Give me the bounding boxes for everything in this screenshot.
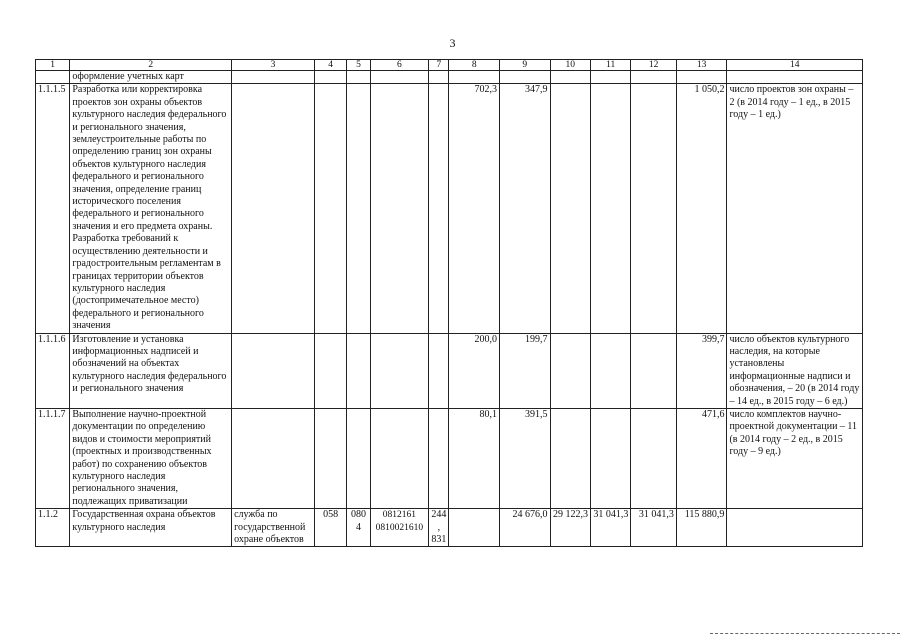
row-value-col11 <box>590 71 630 84</box>
column-header: 13 <box>676 60 727 71</box>
row-value-col12: 31 041,3 <box>631 509 676 547</box>
row-admin-code: 058 <box>315 509 347 547</box>
row-target-code <box>370 84 429 333</box>
row-section-code <box>347 84 370 333</box>
row-value-col10 <box>550 71 590 84</box>
row-value-col8 <box>449 71 500 84</box>
table-row <box>36 509 863 547</box>
column-header: 7 <box>429 60 449 71</box>
row-expense-type <box>429 333 449 408</box>
table-row <box>36 71 863 84</box>
row-executor <box>232 408 315 508</box>
row-expense-type: 244, 831 <box>429 509 449 547</box>
row-section-code <box>347 408 370 508</box>
row-value-col11: 31 041,3 <box>590 509 630 547</box>
column-header: 10 <box>550 60 590 71</box>
row-value-col10 <box>550 84 590 333</box>
column-header: 11 <box>590 60 630 71</box>
row-name: Изготовление и установка информационных надписей и обозначений на объектах культурного наследия федерального и регионального значения <box>70 333 232 408</box>
row-value-col11 <box>590 84 630 333</box>
row-value-col10 <box>550 333 590 408</box>
row-code: 1.1.1.7 <box>36 408 70 508</box>
column-header: 14 <box>727 60 863 71</box>
row-value-col8: 702,3 <box>449 84 500 333</box>
column-header: 3 <box>232 60 315 71</box>
row-admin-code <box>315 84 347 333</box>
row-indicator <box>727 509 863 547</box>
column-header: 9 <box>499 60 550 71</box>
row-total: 1 050,2 <box>676 84 727 333</box>
row-code: 1.1.2 <box>36 509 70 547</box>
row-total: 399,7 <box>676 333 727 408</box>
table-row <box>36 84 863 333</box>
row-admin-code <box>315 408 347 508</box>
row-value-col9: 24 676,0 <box>499 509 550 547</box>
row-name: Выполнение научно-проектной документации по определению видов и стоимости мероприятий (проектных и производственных работ) по сохранению объектов культурного наследия регионального значения, подлежащих приватизации <box>70 408 232 508</box>
column-header: 5 <box>347 60 370 71</box>
row-target-code: 0812161 0810021610 <box>370 509 429 547</box>
page-number: 3 <box>449 36 456 50</box>
column-header: 2 <box>70 60 232 71</box>
row-value-col9: 199,7 <box>499 333 550 408</box>
row-value-col8: 200,0 <box>449 333 500 408</box>
row-expense-type <box>429 84 449 333</box>
row-indicator: число проектов зон охраны – 2 (в 2014 году – 1 ед., в 2015 году – 1 ед.) <box>727 84 863 333</box>
row-code: 1.1.1.6 <box>36 333 70 408</box>
row-value-col12 <box>631 71 676 84</box>
row-section-code: 0804 <box>347 509 370 547</box>
row-value-col10 <box>550 408 590 508</box>
row-executor <box>232 333 315 408</box>
column-header: 12 <box>631 60 676 71</box>
row-executor <box>232 84 315 333</box>
row-executor: служба по государственной охране объектов <box>232 509 315 547</box>
column-header: 4 <box>315 60 347 71</box>
row-name: оформление учетных карт <box>70 71 232 84</box>
row-target-code <box>370 71 429 84</box>
row-code: 1.1.1.5 <box>36 84 70 333</box>
column-header: 1 <box>36 60 70 71</box>
row-value-col8: 80,1 <box>449 408 500 508</box>
row-name: Государственная охрана объектов культурного наследия <box>70 509 232 547</box>
row-value-col10: 29 122,3 <box>550 509 590 547</box>
row-expense-type <box>429 71 449 84</box>
row-section-code <box>347 71 370 84</box>
row-code <box>36 71 70 84</box>
budget-table <box>35 59 863 547</box>
row-executor <box>232 71 315 84</box>
row-value-col9: 391,5 <box>499 408 550 508</box>
row-section-code <box>347 333 370 408</box>
column-header-row <box>36 60 863 71</box>
row-total: 115 880,9 <box>676 509 727 547</box>
row-admin-code <box>315 333 347 408</box>
row-expense-type <box>429 408 449 508</box>
row-value-col11 <box>590 408 630 508</box>
row-target-code <box>370 333 429 408</box>
row-name: Разработка или корректировка проектов зон охраны объектов культурного наследия федерального и регионального значения, землеустроительные работы по определению границ зон охраны объектов культурного наследия федерального и регионального значения, определение границ исторического поселения федерального и регионального значения и его предмета охраны. Разработка требований к осуществлению деятельности и градостроительным регламентам в границах территории объектов культурного наследия (достопримечательное место) федерального и регионального значения <box>70 84 232 333</box>
table-row <box>36 333 863 408</box>
row-value-col12 <box>631 84 676 333</box>
row-value-col12 <box>631 408 676 508</box>
row-value-col12 <box>631 333 676 408</box>
table-body <box>36 60 863 547</box>
row-indicator: число комплектов научно-проектной документации – 11 (в 2014 году – 2 ед., в 2015 году – 9 ед.) <box>727 408 863 508</box>
row-admin-code <box>315 71 347 84</box>
page-footer-rule <box>710 633 900 634</box>
row-value-col9: 347,9 <box>499 84 550 333</box>
row-total <box>676 71 727 84</box>
row-value-col11 <box>590 333 630 408</box>
row-value-col8 <box>449 509 500 547</box>
row-indicator: число объектов культурного наследия, на которые установлены информационные надписи и обозначения, – 20 (в 2014 году – 14 ед., в 2015 году – 6 ед.) <box>727 333 863 408</box>
row-target-code <box>370 408 429 508</box>
table-row <box>36 408 863 508</box>
row-value-col9 <box>499 71 550 84</box>
column-header: 8 <box>449 60 500 71</box>
row-indicator <box>727 71 863 84</box>
row-total: 471,6 <box>676 408 727 508</box>
column-header: 6 <box>370 60 429 71</box>
